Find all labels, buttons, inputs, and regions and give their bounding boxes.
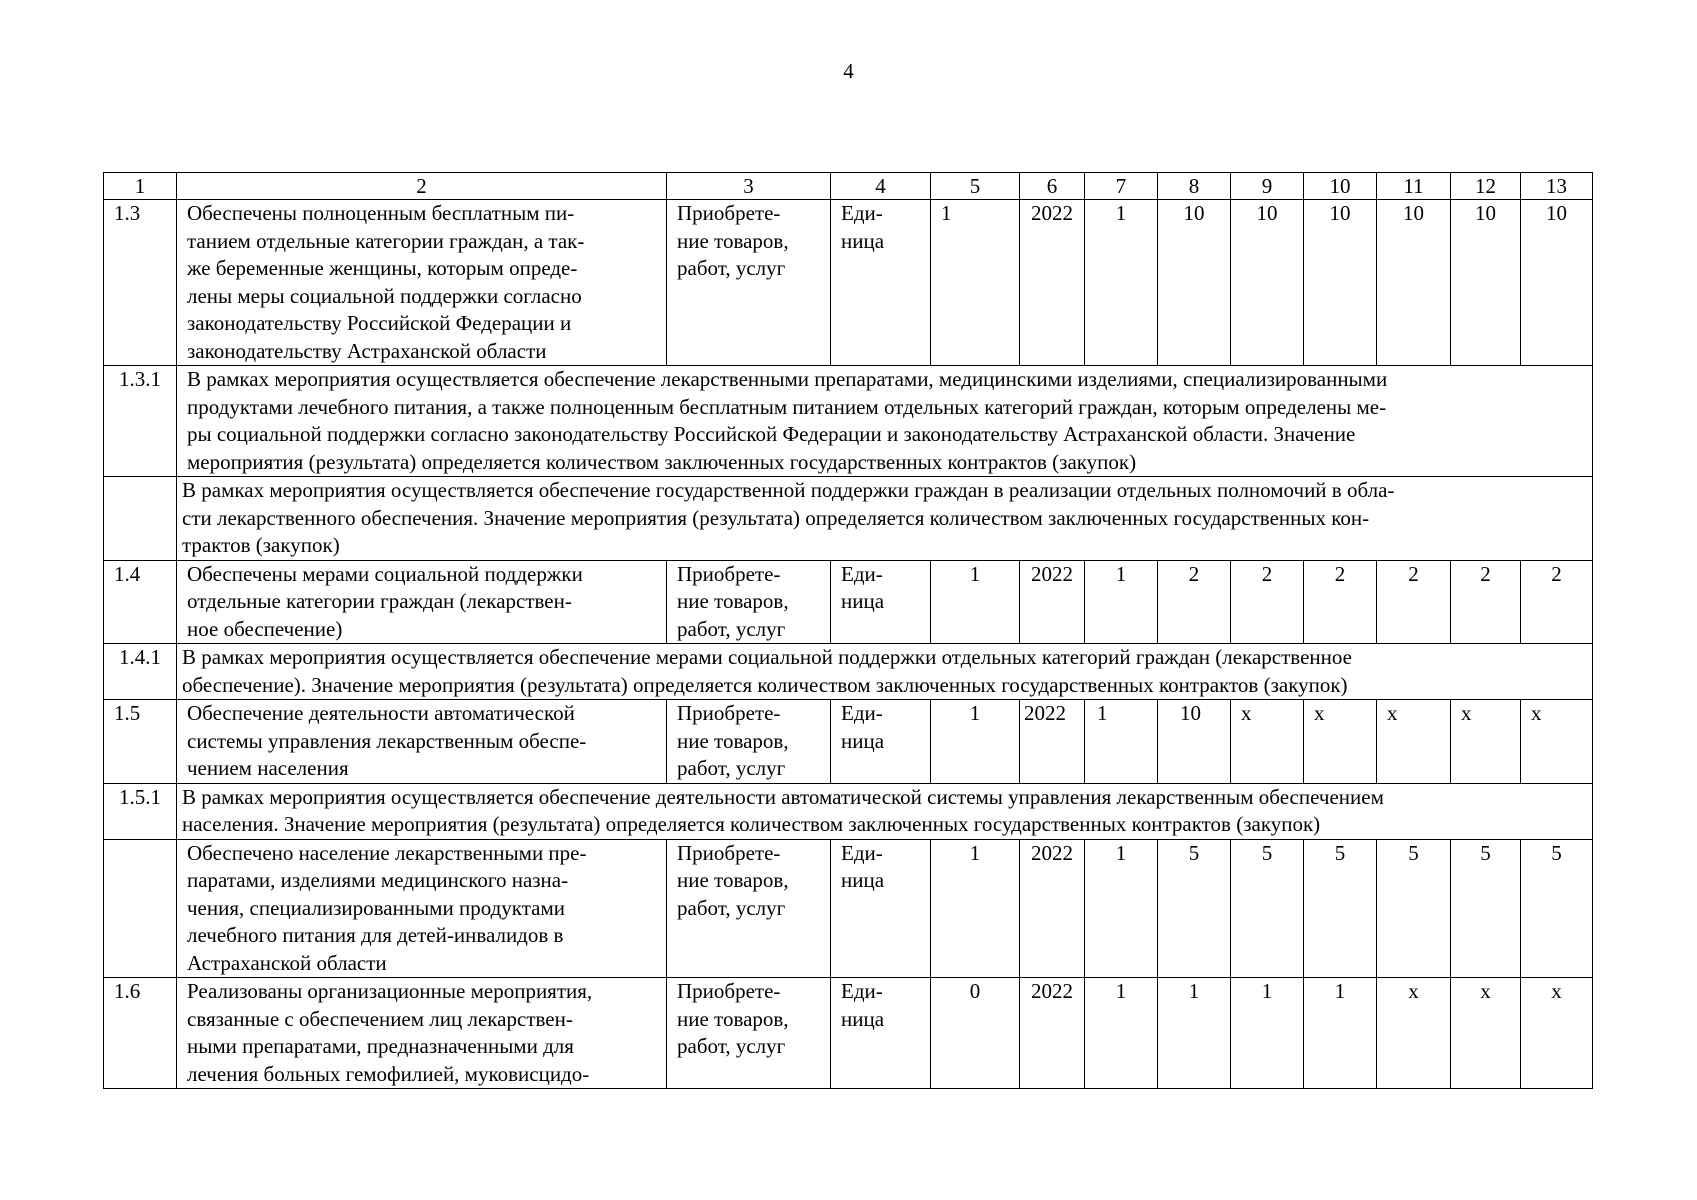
text-line: лечения больных гемофилией, муковисцидо- <box>187 1061 590 1086</box>
text-line: В рамках мероприятия осуществляется обеспечение мерами социальной поддержки отдельных категорий граждан (лекарственное <box>182 645 1352 669</box>
text-line: ние товаров, <box>677 728 789 753</box>
text-line: связанные с обеспечением лиц лекарствен- <box>187 1006 573 1031</box>
text-line: лены меры социальной поддержки согласно <box>187 283 582 308</box>
text-line: мероприятия (результата) определяется количеством заключенных государственных контрактов (закупок) <box>187 449 1137 474</box>
value-cell: x <box>1231 700 1304 784</box>
text-line: работ, услуг <box>677 895 786 920</box>
measure-description <box>177 783 1593 839</box>
text-line: ными препаратами, предназначенными для <box>187 1034 574 1058</box>
value-cell: 2 <box>1451 560 1521 644</box>
measure-name <box>177 839 667 978</box>
text-line: В рамках мероприятия осуществляется обеспечение лекарственными препаратами, медицинскими изделиями, специализированными <box>187 367 1388 391</box>
value-cell: 1 <box>1085 978 1158 1089</box>
value-cell: 1 <box>1304 978 1377 1089</box>
value-cell: 1 <box>931 200 1020 366</box>
text-line: Еди- <box>841 840 883 865</box>
text-line: Астраханской области <box>187 950 387 975</box>
column-number-row <box>104 173 1593 200</box>
table-row-1-5 <box>104 700 1593 784</box>
measure-description <box>177 366 1593 477</box>
value-cell: 10 <box>1158 700 1231 784</box>
text-line: обеспечение). Значение мероприятия (результата) определяется количеством заключенных государственных контрактов (закупок) <box>182 672 1348 697</box>
measure-name <box>177 200 667 366</box>
measure-type <box>667 700 831 784</box>
table-row-1-3 <box>104 200 1593 366</box>
row-number: 1.6 <box>104 978 177 1089</box>
measure-unit <box>831 839 931 978</box>
value-cell: x <box>1377 700 1451 784</box>
measure-type <box>667 560 831 644</box>
measure-type <box>667 839 831 978</box>
text-line: же беременные женщины, которым опреде- <box>187 256 578 280</box>
text-line: ние товаров, <box>677 589 789 613</box>
text-line: сти лекарственного обеспечения. Значение мероприятия (результата) определяется количеством заключенных государственных кон- <box>182 505 1370 530</box>
text-line: Еди- <box>841 561 883 586</box>
value-cell: 2 <box>1304 560 1377 644</box>
value-cell: x <box>1521 700 1593 784</box>
column-number: 6 <box>1020 173 1085 200</box>
text-line: ница <box>841 589 885 613</box>
value-cell: 10 <box>1231 200 1304 366</box>
value-cell: 10 <box>1377 200 1451 366</box>
value-cell: 1 <box>931 560 1020 644</box>
measure-type <box>667 200 831 366</box>
measure-description <box>177 644 1593 700</box>
value-cell: 2022 <box>1020 978 1085 1089</box>
value-cell: 5 <box>1521 839 1593 978</box>
measure-name <box>177 560 667 644</box>
value-cell: 2 <box>1521 560 1593 644</box>
text-line: паратами, изделиями медицинского назна- <box>187 868 569 892</box>
measure-name <box>177 978 667 1089</box>
text-line: ры социальной поддержки согласно законодательству Российской Федерации и законодательству Астраханской области. Значение <box>187 422 1356 446</box>
value-cell: 5 <box>1231 839 1304 978</box>
value-cell: 1 <box>1085 560 1158 644</box>
measures-table <box>103 172 1593 1089</box>
text-line: работ, услуг <box>677 1034 786 1058</box>
value-cell: 0 <box>931 978 1020 1089</box>
text-line: чением населения <box>187 756 349 780</box>
text-line: ница <box>841 868 885 892</box>
value-cell: x <box>1377 978 1451 1089</box>
row-number: 1.5 <box>104 700 177 784</box>
value-cell: 1 <box>1158 978 1231 1089</box>
value-cell: 2022 <box>1020 700 1085 784</box>
text-line: Приобрете- <box>677 840 781 865</box>
column-number: 3 <box>667 173 831 200</box>
value-cell: 5 <box>1304 839 1377 978</box>
row-number: 1.4.1 <box>104 644 177 700</box>
value-cell: x <box>1451 700 1521 784</box>
table-row-1-4-1 <box>104 644 1593 700</box>
measure-type <box>667 978 831 1089</box>
value-cell: 5 <box>1377 839 1451 978</box>
value-cell: 10 <box>1304 200 1377 366</box>
value-cell: 2022 <box>1020 839 1085 978</box>
value-cell: 1 <box>1085 200 1158 366</box>
value-cell: x <box>1521 978 1593 1089</box>
value-cell: x <box>1451 978 1521 1089</box>
row-number: 1.3 <box>104 200 177 366</box>
text-line: Обеспечено население лекарственными пре- <box>187 840 587 865</box>
text-line: населения. Значение мероприятия (результата) определяется количеством заключенных государственных контрактов (закупок) <box>182 812 1321 836</box>
value-cell: 1 <box>931 839 1020 978</box>
text-line: ница <box>841 228 885 253</box>
value-cell: 1 <box>931 700 1020 784</box>
text-line: Приобрете- <box>677 561 781 586</box>
value-cell: 2 <box>1377 560 1451 644</box>
value-cell: 2 <box>1231 560 1304 644</box>
text-line: ница <box>841 728 885 753</box>
table-row-item <box>104 839 1593 978</box>
value-cell: 1 <box>1085 700 1158 784</box>
value-cell: 10 <box>1451 200 1521 366</box>
value-cell: 1 <box>1085 839 1158 978</box>
value-cell: 10 <box>1521 200 1593 366</box>
measure-unit <box>831 700 931 784</box>
text-line: продуктами лечебного питания, а также полноценным бесплатным питанием отдельных категорий граждан, которым определены ме- <box>187 394 1387 419</box>
text-line: законодательству Российской Федерации и <box>187 311 572 335</box>
measure-unit <box>831 560 931 644</box>
text-line: Обеспечены мерами социальной поддержки <box>187 561 583 586</box>
measure-unit <box>831 200 931 366</box>
page-number: 4 <box>843 59 854 83</box>
text-line: ние товаров, <box>677 1006 789 1031</box>
table-row-1-3-1 <box>104 366 1593 477</box>
column-number: 7 <box>1085 173 1158 200</box>
column-number: 4 <box>831 173 931 200</box>
column-number: 5 <box>931 173 1020 200</box>
text-line: работ, услуг <box>677 256 786 280</box>
value-cell: 5 <box>1451 839 1521 978</box>
text-line: отдельные категории граждан (лекарствен- <box>187 589 572 613</box>
measure-unit <box>831 978 931 1089</box>
text-line: системы управления лекарственным обеспе- <box>187 728 587 753</box>
text-line: чения, специализированными продуктами <box>187 895 565 920</box>
text-line: работ, услуг <box>677 616 786 641</box>
column-number: 1 <box>104 173 177 200</box>
table-row-description <box>104 477 1593 561</box>
measure-description <box>177 477 1593 561</box>
text-line: Обеспечение деятельности автоматической <box>187 701 575 725</box>
text-line: законодательству Астраханской области <box>187 338 547 363</box>
text-line: ние товаров, <box>677 228 789 253</box>
column-number: 10 <box>1304 173 1377 200</box>
text-line: Приобрете- <box>677 701 781 725</box>
row-number: 1.4 <box>104 560 177 644</box>
text-line: Еди- <box>841 701 883 725</box>
text-line: ное обеспечение) <box>187 616 343 641</box>
value-cell: x <box>1304 700 1377 784</box>
text-line: Реализованы организационные мероприятия, <box>187 979 593 1003</box>
text-line: Приобрете- <box>677 201 781 225</box>
text-line: трактов (закупок) <box>182 533 340 557</box>
text-line: Приобрете- <box>677 979 781 1003</box>
text-line: Еди- <box>841 201 883 225</box>
column-number: 8 <box>1158 173 1231 200</box>
row-number <box>104 477 177 561</box>
text-line: Еди- <box>841 979 883 1003</box>
value-cell: 1 <box>1231 978 1304 1089</box>
value-cell: 2022 <box>1020 200 1085 366</box>
value-cell: 5 <box>1158 839 1231 978</box>
text-line: Обеспечены полноценным бесплатным пи- <box>187 201 575 225</box>
text-line: ница <box>841 1006 885 1031</box>
column-number: 13 <box>1521 173 1593 200</box>
table-row-1-6 <box>104 978 1593 1089</box>
table-row-1-5-1 <box>104 783 1593 839</box>
text-line: танием отдельные категории граждан, а так- <box>187 228 585 253</box>
value-cell: 2 <box>1158 560 1231 644</box>
row-number: 1.5.1 <box>104 783 177 839</box>
text-line: работ, услуг <box>677 756 786 780</box>
measure-name <box>177 700 667 784</box>
column-number: 9 <box>1231 173 1304 200</box>
row-number <box>104 839 177 978</box>
text-line: лечебного питания для детей-инвалидов в <box>187 923 564 947</box>
value-cell: 10 <box>1158 200 1231 366</box>
value-cell: 2022 <box>1020 560 1085 644</box>
column-number: 12 <box>1451 173 1521 200</box>
row-number: 1.3.1 <box>104 366 177 477</box>
table-row-1-4 <box>104 560 1593 644</box>
text-line: В рамках мероприятия осуществляется обеспечение государственной поддержки граждан в реализации отдельных полномочий в обла- <box>182 478 1395 502</box>
column-number: 2 <box>177 173 667 200</box>
text-line: В рамках мероприятия осуществляется обеспечение деятельности автоматической системы управления лекарственным обеспечением <box>182 784 1384 809</box>
text-line: ние товаров, <box>677 868 789 892</box>
column-number: 11 <box>1377 173 1451 200</box>
